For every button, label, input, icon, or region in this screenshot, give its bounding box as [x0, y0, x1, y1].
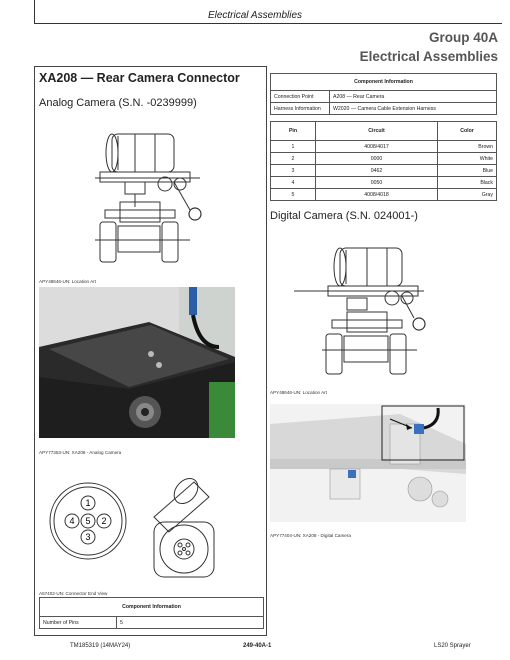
pin-label-1: 1 — [85, 498, 91, 508]
analog-title: Analog Camera (S.N. -0239999) — [39, 97, 197, 109]
caption-analog-camera: APY77353-UN: XA208 - Analog Camera — [39, 450, 122, 455]
component-info-title: Component Information — [271, 74, 497, 91]
harness-info-label: Harness Information — [271, 103, 330, 115]
number-of-pins-label: Number of Pins — [40, 617, 117, 629]
pin-label-3: 3 — [85, 532, 91, 542]
component-info-2-title: Component Information — [40, 598, 264, 617]
header-divider — [34, 23, 502, 24]
running-header: Electrical Assemblies — [207, 10, 303, 21]
color-cell: Blue — [438, 165, 497, 177]
circuit-cell: 0050 — [316, 177, 438, 189]
pin-cell: 2 — [271, 153, 316, 165]
section-title: XA208 — Rear Camera Connector — [39, 71, 240, 85]
footer-product: LS20 Sprayer — [434, 643, 471, 649]
circuit-header: Circuit — [316, 122, 438, 141]
connection-point-value: A208 — Rear Camera — [330, 91, 497, 103]
color-cell: White — [438, 153, 497, 165]
pin-cell: 1 — [271, 141, 316, 153]
connector-end-view — [44, 462, 234, 592]
location-art-analog — [90, 122, 210, 270]
group-heading — [360, 28, 498, 66]
pin-label-2: 2 — [101, 516, 107, 526]
pin-table — [270, 121, 497, 201]
color-cell: Brown — [438, 141, 497, 153]
caption-digital-camera: APY77404-UN: XA208 - Digital Camera — [270, 533, 351, 538]
component-info-table-2 — [39, 597, 264, 629]
pin-cell: 5 — [271, 189, 316, 201]
footer-doc-number: TM185319 (14MAY24) — [70, 643, 131, 649]
table-row — [271, 177, 497, 189]
table-row — [271, 165, 497, 177]
digital-camera-photo — [270, 404, 466, 522]
circuit-cell: 0000 — [316, 153, 438, 165]
color-cell: Gray — [438, 189, 497, 201]
footer-page-number: 249-40A-1 — [243, 643, 272, 649]
number-of-pins-value: 5 — [117, 617, 264, 629]
table-row — [271, 103, 497, 115]
table-row — [271, 141, 497, 153]
digital-title: Digital Camera (S.N. 024001-) — [270, 210, 418, 222]
color-cell: Black — [438, 177, 497, 189]
analog-camera-photo — [39, 287, 235, 438]
connection-point-label: Connection Point — [271, 91, 330, 103]
table-row — [271, 189, 497, 201]
location-art-digital — [292, 236, 432, 381]
harness-info-value: W2020 — Camera Cable Extension Harness — [330, 103, 497, 115]
pin-cell: 4 — [271, 177, 316, 189]
table-row — [271, 91, 497, 103]
pin-label-5: 5 — [85, 516, 91, 526]
pin-table-header — [271, 122, 497, 141]
group-title: Electrical Assemblies — [359, 49, 498, 64]
color-header: Color — [438, 122, 497, 141]
group-number: Group 40A — [428, 30, 498, 45]
table-row — [271, 153, 497, 165]
caption-location-art-1: APY48646-UN: Location Art — [39, 279, 96, 284]
circuit-cell: 0462 — [316, 165, 438, 177]
circuit-cell: 4008/4017 — [316, 141, 438, 153]
pin-cell: 3 — [271, 165, 316, 177]
component-info-table — [270, 73, 497, 115]
table-row — [40, 617, 264, 629]
caption-end-view: A57402-UN: Connector End View — [39, 591, 108, 596]
circuit-cell: 4008/4018 — [316, 189, 438, 201]
pin-label-4: 4 — [69, 516, 75, 526]
caption-location-art-2: APY48646-UN: Location Art — [270, 390, 327, 395]
pin-header: Pin — [271, 122, 316, 141]
